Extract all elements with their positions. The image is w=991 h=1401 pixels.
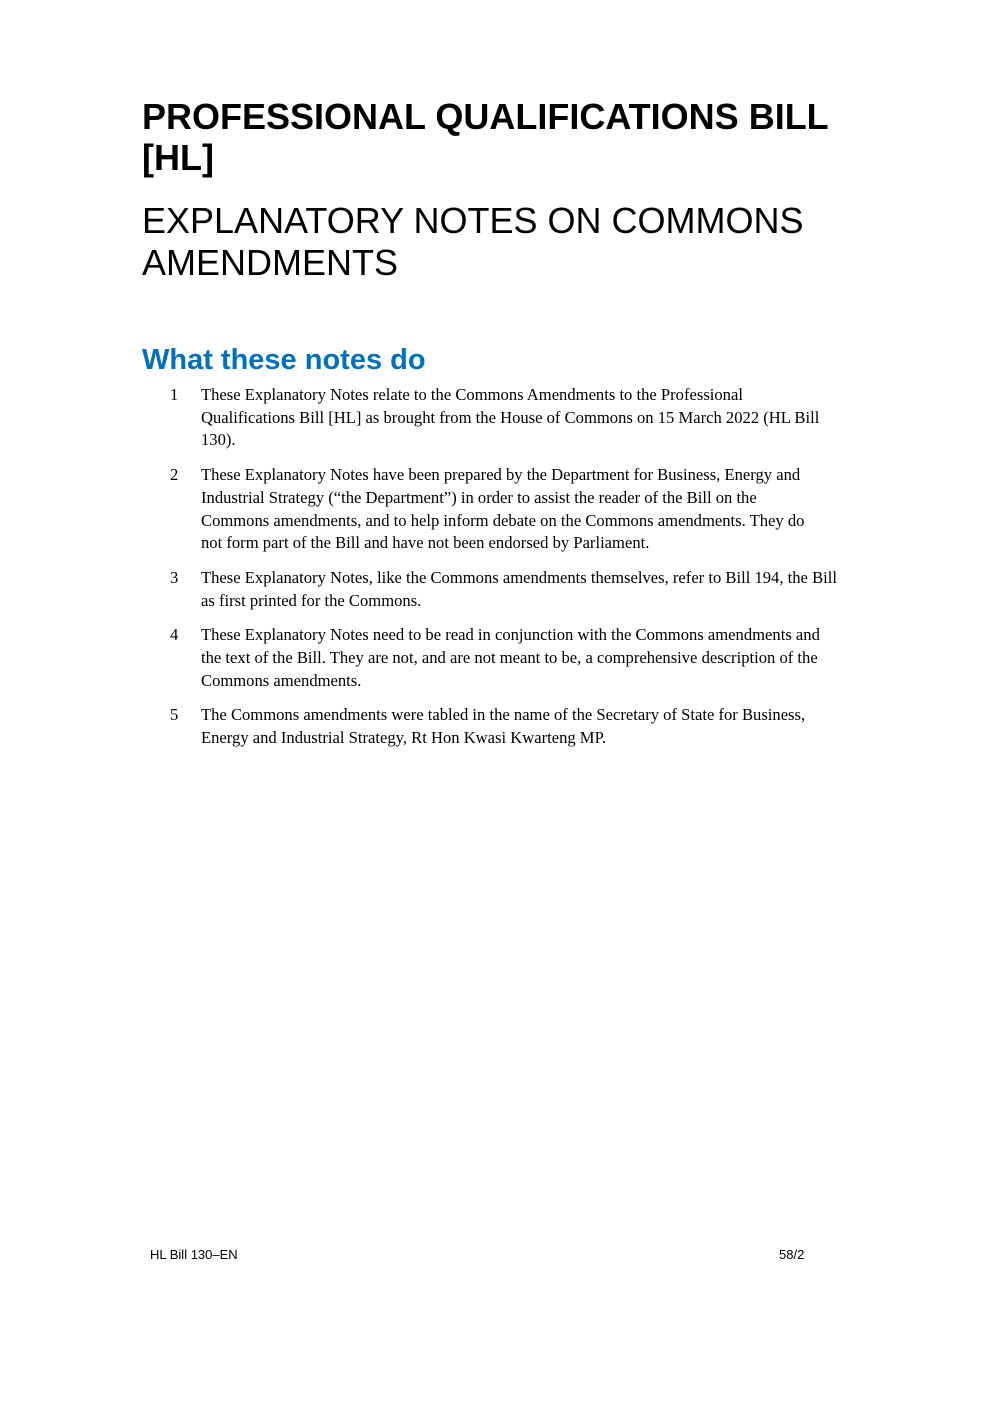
- paragraph-text: [201, 567, 837, 612]
- paragraph-line: Commons amendments, and to help inform debate on the Commons amendments. They do: [201, 510, 805, 530]
- paragraph-line: the text of the Bill. They are not, and are not meant to be, a comprehensive description of the: [201, 648, 818, 668]
- title-line: [HL]: [142, 137, 214, 178]
- footer-page-reference: 58/2: [779, 1247, 805, 1262]
- paragraph-line: The Commons amendments were tabled in the name of the Secretary of State for Business,: [201, 705, 806, 725]
- title-line: PROFESSIONAL QUALIFICATIONS BILL: [142, 96, 829, 137]
- paragraph-line: These Explanatory Notes have been prepared by the Department for Business, Energy and: [201, 465, 801, 485]
- paragraph-text: [201, 384, 819, 452]
- footer-bill-reference: HL Bill 130–EN: [150, 1247, 238, 1262]
- paragraph-number: 5: [170, 705, 179, 725]
- subtitle-line: EXPLANATORY NOTES ON COMMONS: [142, 200, 804, 241]
- paragraph-number: 3: [170, 567, 179, 587]
- paragraph-line: These Explanatory Notes relate to the Commons Amendments to the Professional: [201, 385, 743, 404]
- paragraph-3: [170, 567, 910, 612]
- paragraph-line: as first printed for the Commons.: [201, 590, 422, 610]
- paragraph-line: Energy and Industrial Strategy, Rt Hon Kwasi Kwarteng MP.: [201, 728, 607, 748]
- paragraph-number: 1: [170, 385, 179, 404]
- paragraph-line: Qualifications Bill [HL] as brought from the House of Commons on 15 March 2022 (HL Bill: [201, 407, 820, 427]
- document-subtitle: [142, 200, 902, 284]
- paragraph-line: These Explanatory Notes need to be read in conjunction with the Commons amendments and: [201, 625, 820, 645]
- paragraph-number: 4: [170, 625, 179, 645]
- paragraph-line: Commons amendments.: [201, 670, 362, 690]
- paragraph-line: These Explanatory Notes, like the Commons amendments themselves, refer to Bill 194, the Bill: [201, 567, 837, 587]
- numbered-paragraphs: [170, 384, 910, 762]
- paragraph-text: [201, 464, 804, 555]
- paragraph-5: [170, 704, 910, 749]
- bill-title: [142, 96, 902, 178]
- paragraph-number: 2: [170, 465, 179, 485]
- paragraph-line: not form part of the Bill and have not been endorsed by Parliament.: [201, 533, 650, 553]
- paragraph-text: [201, 624, 820, 692]
- paragraph-line: 130).: [201, 430, 236, 450]
- paragraph-1: [170, 384, 910, 452]
- section-heading: What these notes do: [142, 344, 426, 376]
- paragraph-4: [170, 624, 910, 692]
- subtitle-line: AMENDMENTS: [142, 242, 399, 283]
- paragraph-2: [170, 464, 910, 555]
- paragraph-line: Industrial Strategy (“the Department”) in order to assist the reader of the Bill on the: [201, 487, 757, 507]
- paragraph-text: [201, 704, 805, 749]
